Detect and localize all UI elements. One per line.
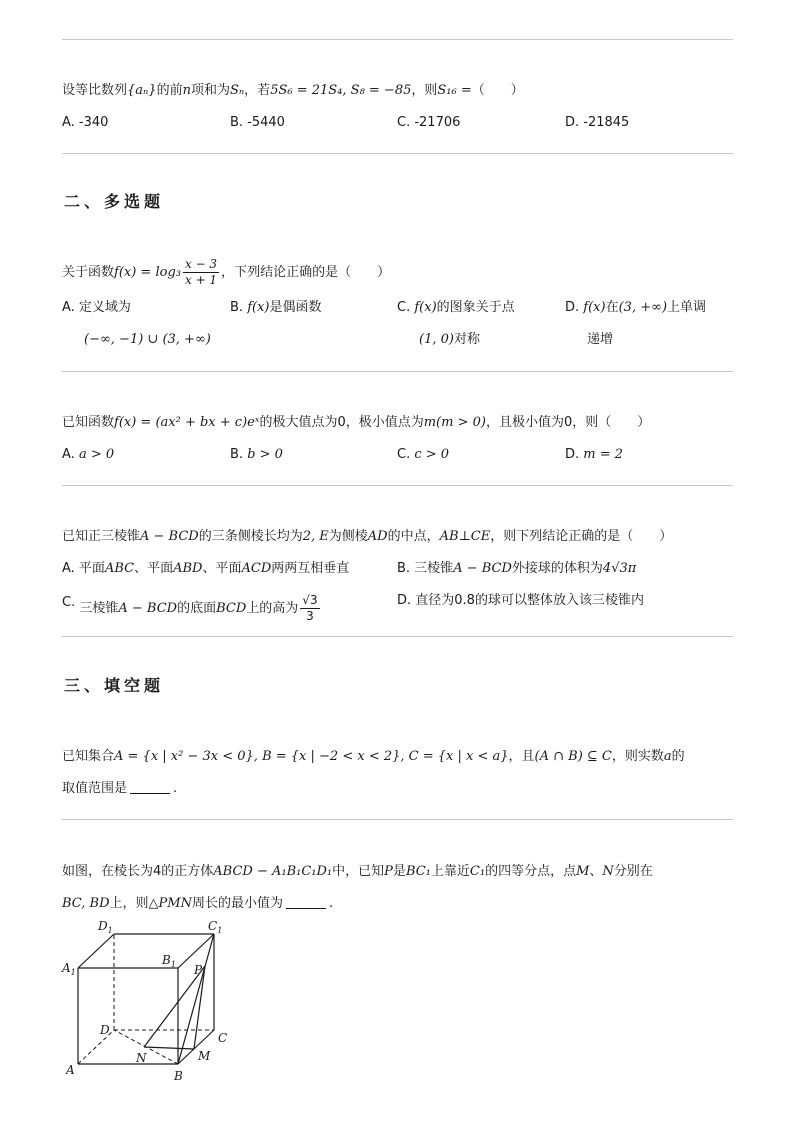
text: . [173, 781, 178, 796]
question-4-stem [62, 528, 672, 546]
text: D. [565, 447, 580, 462]
answer-blank[interactable] [130, 781, 170, 794]
text: . [329, 896, 334, 911]
text: 关于函数 [62, 265, 115, 280]
option-d[interactable] [397, 592, 644, 610]
math: f(x) [247, 300, 270, 315]
text: 、平面 [134, 561, 174, 576]
math: 4√3π [602, 561, 637, 576]
text: 的前 [156, 83, 183, 98]
segment-n-m [144, 1047, 194, 1049]
option-d-continued [587, 331, 613, 349]
text: 三棱锥 [79, 601, 119, 616]
math: A = {x | x² − 3x < 0}, B = {x | −2 < x < 2}, C = {x | x < a} [114, 749, 509, 764]
math: C₁ [469, 864, 486, 879]
text: ，且极小值为0，则（ ） [485, 415, 651, 430]
text: C. [397, 447, 411, 462]
math: Sₙ [229, 83, 245, 98]
text: 上的高为 [246, 601, 299, 616]
option-b[interactable] [230, 446, 283, 464]
text: 的图象关于点 [436, 300, 515, 315]
math: n [182, 83, 191, 98]
math: A − BCD [140, 529, 199, 544]
option-a-continued [84, 331, 211, 349]
text: A. 定义域为 [62, 300, 131, 315]
option-b[interactable]: B. -5440 [230, 115, 285, 130]
section-heading-fill-in: 三、填空题 [64, 676, 165, 695]
text: 取值范围是 [62, 781, 128, 796]
label-d1: $D_1$ [98, 919, 113, 935]
math: f(x) [583, 300, 606, 315]
label-c: C [218, 1031, 228, 1045]
math: BCD [216, 601, 247, 616]
divider [62, 39, 733, 40]
text: 的四等分点，点 [485, 864, 577, 879]
math: (3, +∞) [618, 300, 668, 315]
divider [62, 153, 733, 154]
label-n: N [136, 1051, 147, 1065]
math: A − BCD [118, 601, 178, 616]
math: f(x) = log₃ [114, 265, 181, 280]
text: 是偶函数 [269, 300, 322, 315]
math: m(m > 0) [423, 415, 486, 430]
label-a1: $A_1$ [62, 961, 76, 977]
label-b: B [174, 1069, 183, 1083]
math: c > 0 [414, 447, 450, 462]
math: S₁₆ = [437, 83, 472, 98]
option-c[interactable] [62, 586, 322, 626]
text: 上单调 [667, 300, 707, 315]
math: a > 0 [78, 447, 115, 462]
question-6-line-2 [62, 895, 333, 913]
option-a[interactable] [62, 446, 114, 464]
text: 、平面 [202, 561, 242, 576]
option-d[interactable] [565, 446, 623, 464]
cube-figure [58, 918, 238, 1088]
question-2-stem [62, 256, 390, 290]
text: 在 [605, 300, 619, 315]
text: 中，已知 [332, 864, 385, 879]
text: 两两互相垂直 [271, 561, 350, 576]
option-c-continued [419, 331, 480, 349]
option-d[interactable]: D. -21845 [565, 115, 630, 130]
text: ，则 [411, 83, 438, 98]
math: 5S₆ = 21S₄, S₈ = −85 [270, 83, 412, 98]
option-b[interactable] [397, 560, 636, 578]
math: (A ∩ B) ⊆ C [534, 749, 612, 764]
math: BC, BD [62, 896, 110, 911]
math: f(x) [414, 300, 437, 315]
edge-a1-d1 [78, 934, 114, 968]
question-3-stem [62, 414, 650, 432]
math: A − BCD [453, 561, 512, 576]
section-heading-multiple-choice: 二、多选题 [64, 192, 165, 211]
text: ，且 [508, 749, 535, 764]
fraction-denominator: 3 [306, 609, 314, 623]
text: D. 直径为 [397, 593, 455, 608]
fraction-numerator: x − 3 [184, 257, 218, 271]
divider [62, 819, 733, 820]
option-c[interactable] [397, 299, 515, 317]
text: 上，则 [109, 896, 149, 911]
option-c[interactable] [397, 446, 449, 464]
question-5-line-2 [62, 780, 177, 798]
text: 的底面 [177, 601, 217, 616]
math: 0.8 [454, 593, 475, 608]
text: 为侧棱 [328, 529, 368, 544]
text: 的 [671, 749, 685, 764]
math: AD [367, 529, 388, 544]
option-c[interactable]: C. -21706 [397, 115, 461, 130]
text: 上靠近 [430, 864, 470, 879]
text: ，若 [244, 83, 271, 98]
text: 外接球的体积为 [511, 561, 603, 576]
text: 对称 [453, 332, 480, 347]
text: A. 平面 [62, 561, 105, 576]
text: 的三条侧棱长均为 [198, 529, 303, 544]
math: (1, 0) [419, 332, 454, 347]
math: AB⊥CE [439, 529, 491, 544]
math: BC₁ [405, 864, 431, 879]
text: B. [230, 447, 244, 462]
math: (−∞, −1) ∪ (3, +∞) [84, 332, 211, 347]
option-a[interactable] [62, 299, 131, 317]
text: 分别在 [613, 864, 653, 879]
text: ，则实数 [611, 749, 664, 764]
text: A. [62, 447, 75, 462]
math: ABD [173, 561, 203, 576]
text: （ ） [471, 83, 524, 98]
text: ，则下列结论正确的是（ ） [490, 529, 673, 544]
fraction-denominator: x + 1 [184, 273, 218, 287]
text: 周长的最小值为 [191, 896, 283, 911]
text: 如图，在棱长为4的正方体 [62, 864, 214, 879]
text: 已知正三棱锥 [62, 529, 141, 544]
option-b[interactable] [230, 299, 322, 317]
math: ABC [104, 561, 135, 576]
label-c1: $C_1$ [208, 919, 223, 935]
question-1-stem [62, 82, 524, 100]
text: C. [62, 595, 76, 610]
option-d[interactable] [565, 299, 706, 317]
math: {aₙ} [127, 83, 157, 98]
math: ABCD − A₁B₁C₁D₁ [213, 864, 333, 879]
math: M [576, 864, 590, 879]
math: △PMN [148, 896, 192, 911]
math: f(x) = (ax² + bx + c)eˣ [114, 415, 260, 430]
fraction [183, 257, 219, 288]
fraction [300, 593, 319, 624]
divider [62, 636, 733, 637]
text: 的极大值点为0，极小值点为 [259, 415, 424, 430]
text: 项和为 [190, 83, 230, 98]
label-m: M [198, 1049, 211, 1063]
math: b > 0 [247, 447, 283, 462]
option-a[interactable]: A. -340 [62, 115, 109, 130]
question-5-stem [62, 748, 685, 766]
text: 已知函数 [62, 415, 115, 430]
divider [62, 371, 733, 372]
text: 的中点， [387, 529, 440, 544]
text: 的球可以整体放入该三棱锥内 [474, 593, 644, 608]
text: 是 [392, 864, 406, 879]
math: m = 2 [583, 447, 624, 462]
label-b1: $B_1$ [162, 953, 176, 969]
option-a[interactable] [62, 560, 349, 578]
label-p: P [194, 963, 203, 977]
math: 2, E [302, 529, 329, 544]
divider [62, 485, 733, 486]
text: D. [565, 300, 580, 315]
segment-b-c1 [178, 934, 214, 1064]
answer-blank[interactable] [286, 896, 326, 909]
text: 递增 [587, 332, 614, 347]
math: P [384, 864, 393, 879]
text: ，下列结论正确的是（ ） [221, 265, 391, 280]
text: 已知集合 [62, 749, 115, 764]
math: ACD [241, 561, 272, 576]
text: C. [397, 300, 411, 315]
fraction-numerator: √3 [302, 593, 318, 607]
math: N [602, 864, 614, 879]
text: 、 [589, 864, 603, 879]
text: B. [230, 300, 244, 315]
math: a [663, 749, 672, 764]
label-d: D [100, 1023, 110, 1037]
text: B. 三棱锥 [397, 561, 454, 576]
label-a: A [66, 1063, 75, 1077]
question-6-stem [62, 863, 653, 881]
text: 设等比数列 [62, 83, 128, 98]
